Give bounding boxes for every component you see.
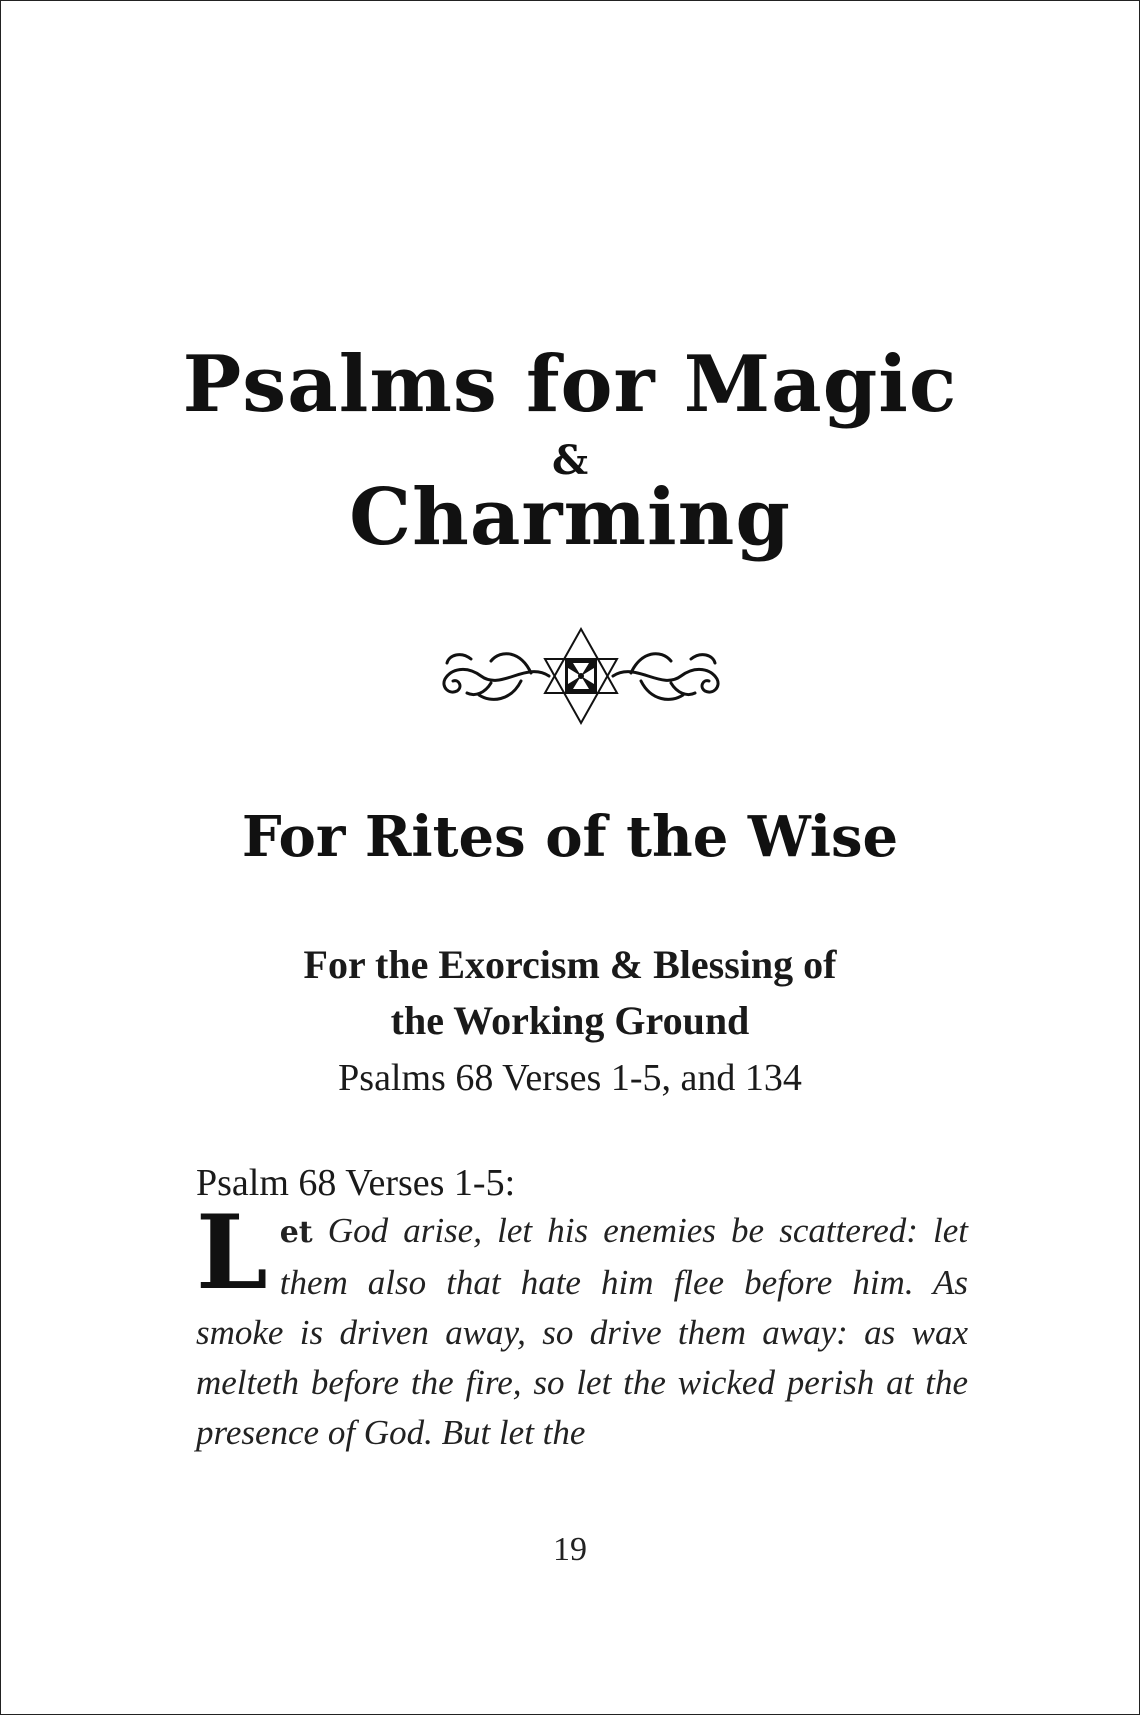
verse-text: God arise, let his enemies be scattered: let them also that hate him flee before him. As smoke is driven away, so drive them away: as wax melteth before the fire, so let the wicked perish at the presence of God. But let the xyxy=(196,1211,968,1452)
hexagram-flourish-ornament-icon xyxy=(431,621,731,731)
section-subtitle: For Rites of the Wise xyxy=(241,804,899,870)
verse-label: Psalm 68 Verses 1-5: xyxy=(196,1162,516,1204)
page-title-line-2: Charming xyxy=(349,472,791,563)
page-number: 19 xyxy=(553,1531,587,1568)
section-heading-line-2: the Working Ground xyxy=(390,998,750,1043)
page-title-line-1: Psalms for Magic xyxy=(182,339,958,430)
psalm-reference: Psalms 68 Verses 1-5, and 134 xyxy=(338,1057,802,1099)
verse-lead-word: et xyxy=(279,1215,313,1250)
page-title-ampersand: & xyxy=(551,437,589,484)
drop-cap: L xyxy=(196,1193,268,1313)
section-heading-line-1: For the Exorcism & Blessing of xyxy=(303,942,837,987)
verse-text-block xyxy=(196,1193,968,1458)
